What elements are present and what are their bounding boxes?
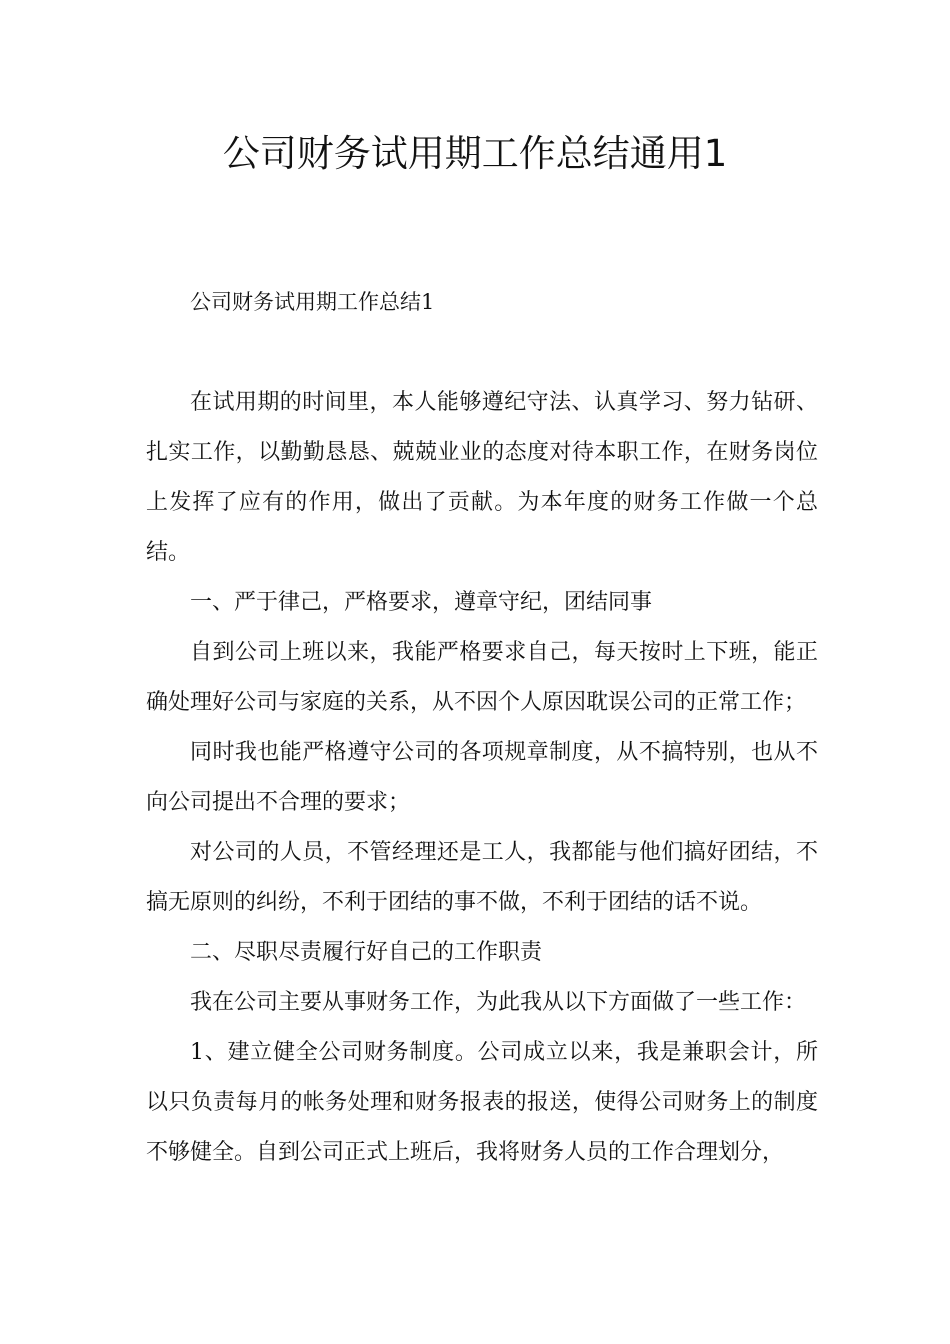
section-heading-1: 一、严于律己，严格要求，遵章守纪，团结同事 (190, 590, 653, 615)
paragraph-finance-system: 1、建立健全公司财务制度。公司成立以来，我是兼职会计，所以只负责每月的帐务处理和财务报表的报送，使得公司财务上的制度不够健全。自到公司正式上班后，我将财务人员的工作合理划分， (146, 1040, 818, 1165)
document-subtitle: 公司财务试用期工作总结1 (190, 290, 435, 314)
section-heading-2: 二、尽职尽责履行好自己的工作职责 (190, 940, 543, 965)
document-title: 公司财务试用期工作总结通用1 (222, 132, 728, 175)
paragraph-duties: 我在公司主要从事财务工作，为此我从以下方面做了一些工作： (190, 990, 807, 1015)
paragraph-discipline: 自到公司上班以来，我能严格要求自己，每天按时上下班，能正确处理好公司与家庭的关系，从不因个人原因耽误公司的正常工作； (146, 640, 818, 715)
document-body (146, 378, 818, 1178)
paragraph-intro: 在试用期的时间里，本人能够遵纪守法、认真学习、努力钻研、扎实工作，以勤勤恳恳、兢兢业业的态度对待本职工作，在财务岗位上发挥了应有的作用，做出了贡献。为本年度的财务工作做一个总结。 (146, 390, 818, 565)
paragraph-unity: 对公司的人员，不管经理还是工人，我都能与他们搞好团结，不搞无原则的纠纷，不利于团结的事不做，不利于团结的话不说。 (146, 840, 818, 915)
paragraph-rules: 同时我也能严格遵守公司的各项规章制度，从不搞特别，也从不向公司提出不合理的要求； (146, 740, 818, 815)
